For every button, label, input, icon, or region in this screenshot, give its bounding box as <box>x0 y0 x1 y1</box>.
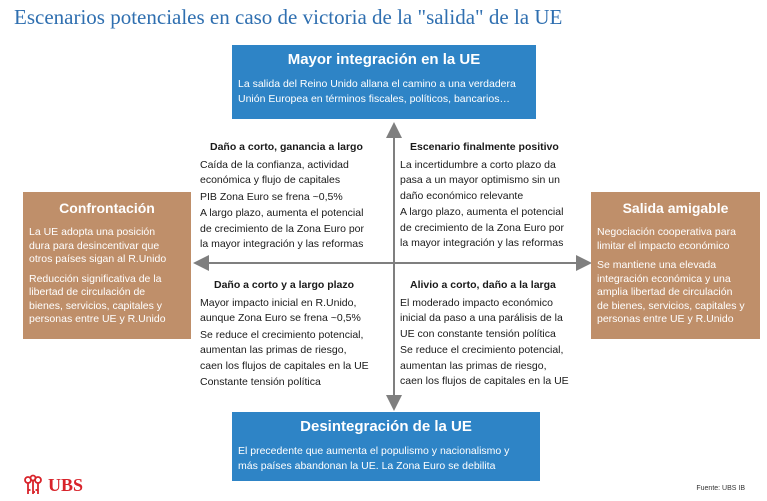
quadrant-paragraph <box>200 159 385 188</box>
quadrant-text-line: inicial da paso a una parálisis de la <box>400 312 563 324</box>
box-paragraph <box>29 226 185 267</box>
box-text-line: Negociación cooperativa para <box>597 226 736 238</box>
quadrant-heading: Daño a corto y a largo plazo <box>214 279 355 291</box>
box-text-line: más países abandonan la UE. La Zona Euro se debilita <box>238 460 496 472</box>
scenario-box-desintegracion <box>232 412 540 481</box>
quadrant-text-line: pasa a un mayor optimismo sin un <box>400 174 560 186</box>
quadrant-paragraph <box>200 297 385 326</box>
quadrant-text-line: caen los flujos de capitales en la UE <box>400 375 569 387</box>
scenario-box-confrontacion <box>23 192 191 339</box>
quadrant-text-line: daño económico relevante <box>400 189 524 202</box>
quadrant-bottom-right <box>400 279 590 391</box>
quadrant-heading: Daño a corto, ganancia a largo <box>210 141 363 153</box>
quadrant-paragraph <box>200 207 385 252</box>
source-note: Fuente: UBS IB <box>696 485 745 492</box>
box-paragraph <box>597 226 754 253</box>
scenario-box-salida-amigable <box>591 192 760 339</box>
box-heading: Confrontación <box>59 200 155 216</box>
box-text-line: personas entre UE y R.Unido <box>29 313 166 325</box>
quadrant-text-line: aumentan las primas de riesgo, <box>400 359 547 372</box>
box-text-line: libertad de circulación de <box>29 286 146 298</box>
box-heading: Desintegración de la UE <box>300 418 472 435</box>
quadrant-paragraph <box>400 297 590 342</box>
box-text-line: limitar el impacto económico <box>597 239 730 252</box>
quadrant-paragraph <box>400 206 590 251</box>
box-text-line: de bienes, servicios, capitales y <box>597 299 745 312</box>
box-paragraph <box>597 259 754 327</box>
quadrant-paragraph <box>200 329 385 374</box>
quadrant-text-line: de crecimiento de la Zona Euro por <box>200 222 365 235</box>
quadrant-heading: Escenario finalmente positivo <box>410 141 559 153</box>
box-heading: Mayor integración en la UE <box>287 51 481 68</box>
quadrant-text-line: aunque Zona Euro se frena ~0,5% <box>200 312 361 324</box>
box-text-line: amplia libertad de circulación <box>597 286 733 298</box>
quadrant-text-line: Se reduce el crecimiento potencial, <box>400 344 564 356</box>
page-title: Escenarios potenciales en caso de victoria de la "salida" de la UE <box>14 5 563 29</box>
quadrant-paragraph <box>400 159 590 204</box>
box-text-line: La UE adopta una posición <box>29 226 156 238</box>
quadrant-text-line: la mayor integración y las reformas <box>400 237 564 249</box>
box-text-line: otros países sigan al R.Unido <box>29 253 167 265</box>
scenario-box-mayor-integracion <box>232 45 536 119</box>
box-text-line: El precedente que aumenta el populismo y nacionalismo y <box>238 445 510 457</box>
quadrant-text-line: La incertidumbre a corto plazo da <box>400 158 556 171</box>
box-text-line: bienes, servicios, capitales y <box>29 299 163 312</box>
quadrant-paragraph <box>200 191 385 205</box>
box-text-line: Se mantiene una elevada <box>597 259 717 271</box>
quadrant-text-line: PIB Zona Euro se frena ~0,5% <box>200 190 343 203</box>
quadrant-text-line: Se reduce el crecimiento potencial, <box>200 328 364 341</box>
quadrant-bottom-left <box>200 279 385 392</box>
box-text-line: dura para desincentivar que <box>29 239 160 252</box>
quadrant-text-line: Mayor impacto inicial en R.Unido, <box>200 296 357 309</box>
quadrant-top-right <box>400 141 590 253</box>
quadrant-text-line: aumentan las primas de riesgo, <box>200 344 347 356</box>
quadrant-text-line: Caída de la confianza, actividad <box>200 158 349 171</box>
quadrant-text-line: El moderado impacto económico <box>400 296 553 309</box>
box-text-line: personas entre UE y R.Unido <box>597 313 734 325</box>
box-paragraph <box>29 273 185 327</box>
box-text-line: La salida del Reino Unido allana el camino a una verdadera <box>238 78 516 90</box>
quadrant-text-line: económica y flujo de capitales <box>200 174 341 186</box>
quadrant-paragraph <box>400 344 590 389</box>
quadrant-text-line: A largo plazo, aumenta el potencial <box>400 206 564 218</box>
quadrant-top-left <box>200 141 385 254</box>
quadrant-text-line: de crecimiento de la Zona Euro por <box>400 221 565 234</box>
quadrant-text-line: la mayor integración y las reformas <box>200 238 364 250</box>
quadrant-heading: Alivio a corto, daño a la larga <box>410 279 556 291</box>
quadrant-text-line: Constante tensión política <box>200 376 321 388</box>
box-text-line: Unión Europea en términos fiscales, políticos, bancarios… <box>238 93 510 105</box>
quadrant-text-line: UE con constante tensión política <box>400 327 556 340</box>
quadrant-paragraph <box>200 376 385 390</box>
ubs-logo-text: UBS <box>48 474 84 495</box>
quadrant-text-line: A largo plazo, aumenta el potencial <box>200 207 364 219</box>
quadrant-text-line: caen los flujos de capitales en la UE <box>200 359 369 372</box>
box-text-line: Reducción significativa de la <box>29 272 162 285</box>
box-heading: Salida amigable <box>622 200 729 216</box>
box-text-line: integración económica y una <box>597 272 731 285</box>
ubs-logo <box>22 474 83 496</box>
ubs-keys-logo-icon <box>22 474 44 496</box>
